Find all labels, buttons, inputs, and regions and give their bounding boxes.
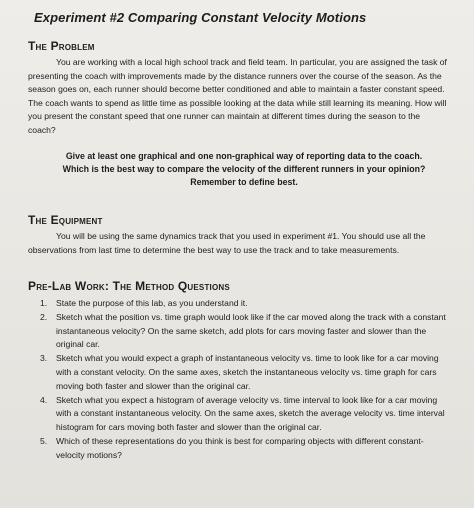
item-number: 5. (40, 435, 48, 446)
item-text: State the purpose of this lab, as you understand it. (56, 298, 248, 308)
item-text: Sketch what you would expect a graph of instantaneous velocity vs. time to look like for a car moving with a constant velocity. On the same axes, sketch the instantaneous velocity vs. time graph for cars moving both faster and slower than the original car. (56, 353, 439, 391)
experiment-title: Experiment #2 Comparing Constant Velocity Motions (34, 10, 367, 25)
problem-heading: The Problem (28, 39, 95, 53)
item-text: Sketch what the position vs. time graph would look like if the car moved along the track with a constant instantaneous velocity? On the same sketch, add plots for cars moving faster and slower than the original car. (56, 312, 446, 350)
method-questions-list (28, 297, 452, 462)
question-line: Which is the best way to compare the velocity of the different runners in your opinion? (62, 164, 426, 174)
list-item (40, 435, 452, 462)
list-item (40, 352, 452, 393)
list-item (40, 311, 452, 352)
question-line: Give at least one graphical and one non-graphical way of reporting data to the coach. (65, 151, 423, 161)
question-line: Remember to define best. (190, 177, 298, 187)
item-text: Which of these representations do you think is best for comparing objects with different constant-velocity motions? (56, 435, 424, 460)
item-number: 3. (40, 353, 48, 364)
list-item (40, 394, 452, 435)
equipment-paragraph: You will be using the same dynamics track that you used in experiment #1. You should use all the observations from last time to determine the best way to use the track and to take measurements. (28, 231, 426, 255)
list-item (40, 297, 452, 311)
item-number: 2. (40, 312, 48, 323)
item-number: 4. (40, 394, 48, 405)
prelab-heading: Pre-Lab Work: The Method Questions (28, 279, 230, 293)
item-text: Sketch what you expect a histogram of average velocity vs. time interval to look like for a car moving with a constant instantaneous velocity. On the same axes, sketch the average velocity vs. time interval histogram for cars moving both faster and slower than the original car. (56, 394, 445, 432)
item-number: 1. (40, 298, 48, 308)
problem-question-block (46, 150, 442, 189)
equipment-heading: The Equipment (28, 213, 103, 227)
problem-paragraph: You are working with a local high school track and field team. In particular, you are assigned the task of presenting the coach with improvements made by the distance runners over the course of the season. As the season goes on, each runner should become better conditioned and able to maintain a faster constant speed. The coach wants to spend as little time as possible looking at the data while still learning its meaning. How will you present the constant speed that one runner can maintain at different times during the season to the coach? (28, 57, 447, 135)
